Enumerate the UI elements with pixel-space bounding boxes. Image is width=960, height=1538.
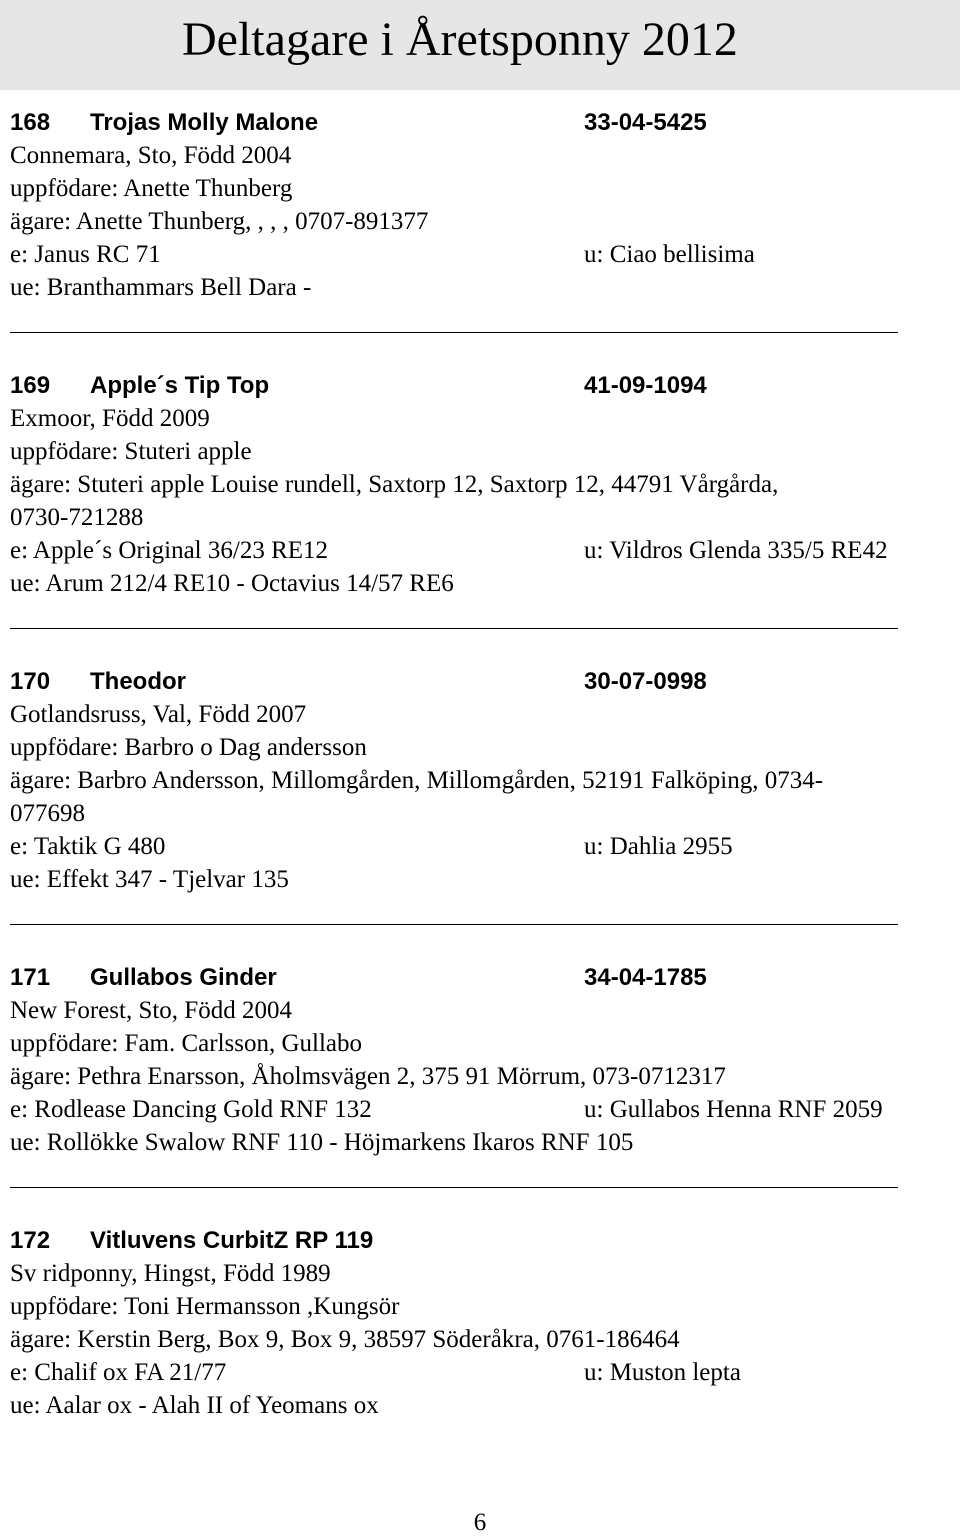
page-number: 6 — [473, 1509, 487, 1536]
entry-registration: 34-04-1785 — [584, 964, 707, 991]
entry-breeder: uppfödare: Barbro o Dag andersson — [10, 734, 367, 761]
entry-owner-continued: 0730-721288 — [10, 504, 144, 531]
entry-dam-sire: ue: Aalar ox - Alah II of Yeomans ox — [10, 1392, 379, 1419]
entry-dam-sire: ue: Effekt 347 - Tjelvar 135 — [10, 866, 289, 893]
entry-dam: u: Ciao bellisima — [584, 241, 755, 268]
entry-breeder: uppfödare: Anette Thunberg — [10, 175, 293, 202]
entry-sire: e: Rodlease Dancing Gold RNF 132 — [10, 1096, 372, 1123]
entry-divider — [10, 1187, 898, 1188]
entry-breeder: uppfödare: Fam. Carlsson, Gullabo — [10, 1030, 363, 1057]
entry-name: Apple´s Tip Top — [90, 372, 270, 399]
entry-number: 170 — [10, 668, 51, 695]
entry-owner: ägare: Kerstin Berg, Box 9, Box 9, 38597 Söderåkra, 0761-186464 — [10, 1326, 680, 1353]
entry-owner: ägare: Anette Thunberg, , , , 0707-891377 — [10, 208, 429, 235]
entry-dam-sire: ue: Arum 212/4 RE10 - Octavius 14/57 RE6 — [10, 570, 454, 597]
entry-dam: u: Vildros Glenda 335/5 RE42 — [584, 537, 888, 564]
entry-number: 168 — [10, 109, 51, 136]
entry-name: Vitluvens CurbitZ RP 119 — [90, 1227, 374, 1254]
page-title: Deltagare i Åretsponny 2012 — [182, 13, 738, 66]
entry-dam-sire: ue: Branthammars Bell Dara - — [10, 274, 312, 301]
entry-dam: u: Muston lepta — [584, 1359, 741, 1386]
entry-name: Trojas Molly Malone — [90, 109, 319, 136]
entry-breeder: uppfödare: Stuteri apple — [10, 438, 252, 465]
entry-breed: Sv ridponny, Hingst, Född 1989 — [10, 1260, 331, 1287]
entry-breed: Connemara, Sto, Född 2004 — [10, 142, 292, 169]
entry-number: 172 — [10, 1227, 51, 1254]
entry-sire: e: Chalif ox FA 21/77 — [10, 1359, 227, 1386]
entry-owner: ägare: Barbro Andersson, Millomgården, Millomgården, 52191 Falköping, 0734- — [10, 767, 824, 794]
entry-breed: Exmoor, Född 2009 — [10, 405, 210, 432]
page-header — [0, 0, 960, 90]
entry-owner-continued: 077698 — [10, 800, 85, 827]
entry-breeder: uppfödare: Toni Hermansson ,Kungsör — [10, 1293, 400, 1320]
entry-registration: 30-07-0998 — [584, 668, 707, 695]
entry-sire: e: Taktik G 480 — [10, 833, 166, 860]
entry-breed: Gotlandsruss, Val, Född 2007 — [10, 701, 307, 728]
entry-dam: u: Dahlia 2955 — [584, 833, 733, 860]
entry-sire: e: Janus RC 71 — [10, 241, 161, 268]
entry-registration: 41-09-1094 — [584, 372, 707, 399]
entry-divider — [10, 924, 898, 925]
entry-name: Gullabos Ginder — [90, 964, 277, 991]
entry-owner: ägare: Pethra Enarsson, Åholmsvägen 2, 375 91 Mörrum, 073-0712317 — [10, 1063, 726, 1090]
entry-number: 171 — [10, 964, 51, 991]
entry-breed: New Forest, Sto, Född 2004 — [10, 997, 292, 1024]
entry-sire: e: Apple´s Original 36/23 RE12 — [10, 537, 329, 564]
entry-dam: u: Gullabos Henna RNF 2059 — [584, 1096, 883, 1123]
entry-number: 169 — [10, 372, 51, 399]
entry-dam-sire: ue: Rollökke Swalow RNF 110 - Höjmarkens Ikaros RNF 105 — [10, 1129, 634, 1156]
entry-divider — [10, 332, 898, 333]
entry-divider — [10, 628, 898, 629]
entry-registration: 33-04-5425 — [584, 109, 707, 136]
entry-owner: ägare: Stuteri apple Louise rundell, Saxtorp 12, Saxtorp 12, 44791 Vårgårda, — [10, 471, 779, 498]
entry-name: Theodor — [90, 668, 186, 695]
